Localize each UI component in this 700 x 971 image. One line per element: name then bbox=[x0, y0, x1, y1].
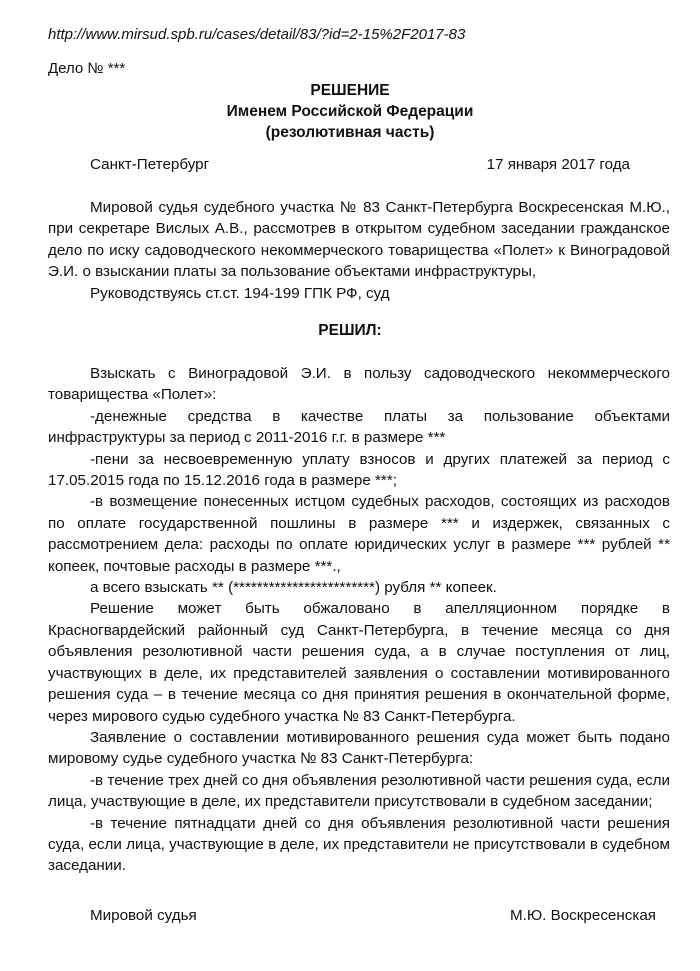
operative-paragraph: -в течение трех дней со дня объявления резолютивной части решения суда, если лица, участвующие в деле, их представители присутствовали в судебном заседании; bbox=[48, 771, 670, 811]
operative-paragraph: -денежные средства в качестве платы за пользование объектами инфраструктуры за период с 2011-2016 г.г. в размере *** bbox=[48, 407, 670, 447]
intro-paragraph: Мировой судья судебного участка № 83 Санкт-Петербурга Воскресенская М.Ю., при секретаре Вислых А.В., рассмотрев в открытом судебном заседании гражданское дело по иску садоводческого некоммерческого товарищества «Полет» к Виноградовой Э.И. о взыскании платы за пользование объектами инфраструктуры, bbox=[48, 199, 670, 281]
decision-heading: РЕШИЛ: bbox=[318, 322, 382, 339]
intro-paragraph: Руководствуясь ст.ст. 194-199 ГПК РФ, суд bbox=[90, 284, 390, 302]
case-number: Дело № *** bbox=[48, 60, 126, 77]
operative-paragraph: Заявление о составлении мотивированного решения суда может быть подано мировому судье судебного участка № 83 Санкт-Петербурга: bbox=[48, 728, 670, 768]
operative-paragraph: Решение может быть обжаловано в апелляционном порядке в Красногвардейский районный суд Санкт-Петербурга, в течение месяца со дня объявления резолютивной части решения суда, а в случае поступления от лиц, участвующих в деле, их представителей заявления о составлении мотивированного решения суда – в течение месяца со дня принятия решения в окончательной форме, через мирового судью судебного участка № 83 Санкт-Петербурга. bbox=[48, 600, 670, 725]
operative-paragraph: а всего взыскать ** (************************) рубля ** копеек. bbox=[90, 579, 497, 597]
operative-paragraph: -в течение пятнадцати дней со дня объявления резолютивной части решения суда, если лица, участвующие в деле, их представители не присутствовали в судебном заседании. bbox=[48, 814, 670, 875]
signature-row bbox=[90, 907, 656, 924]
intro-section bbox=[48, 197, 670, 304]
operative-paragraph: -в возмещение понесенных истцом судебных расходов, состоящих из расходов по оплате государственной пошлины в размере *** и издержек, связанных с рассмотрением дела: расходы по оплате юридических услуг в размере *** рублей ** копеек, почтовые расходы в размере ***., bbox=[48, 493, 670, 575]
operative-paragraph: Взыскать с Виноградовой Э.И. в пользу садоводческого некоммерческого товарищества «Полет»: bbox=[48, 365, 670, 404]
operative-paragraph: -пени за несвоевременную уплату взносов и других платежей за период с 17.05.2015 года по 15.12.2016 года в размере ***; bbox=[48, 450, 670, 490]
place: Санкт-Петербург bbox=[90, 156, 210, 173]
document-title bbox=[0, 80, 700, 143]
signature-role: Мировой судья bbox=[90, 907, 197, 924]
title-resolutive-part: (резолютивная часть) bbox=[265, 124, 435, 141]
operative-section bbox=[48, 363, 670, 877]
place-date-row bbox=[90, 156, 630, 173]
title-federation: Именем Российской Федерации bbox=[226, 103, 474, 120]
signature-name: М.Ю. Воскресенская bbox=[509, 907, 656, 924]
title-decision: РЕШЕНИЕ bbox=[310, 82, 390, 99]
source-url[interactable]: http://www.mirsud.spb.ru/cases/detail/83/?id=2-15%2F2017-83 bbox=[48, 26, 466, 43]
date: 17 января 2017 года bbox=[486, 156, 630, 173]
